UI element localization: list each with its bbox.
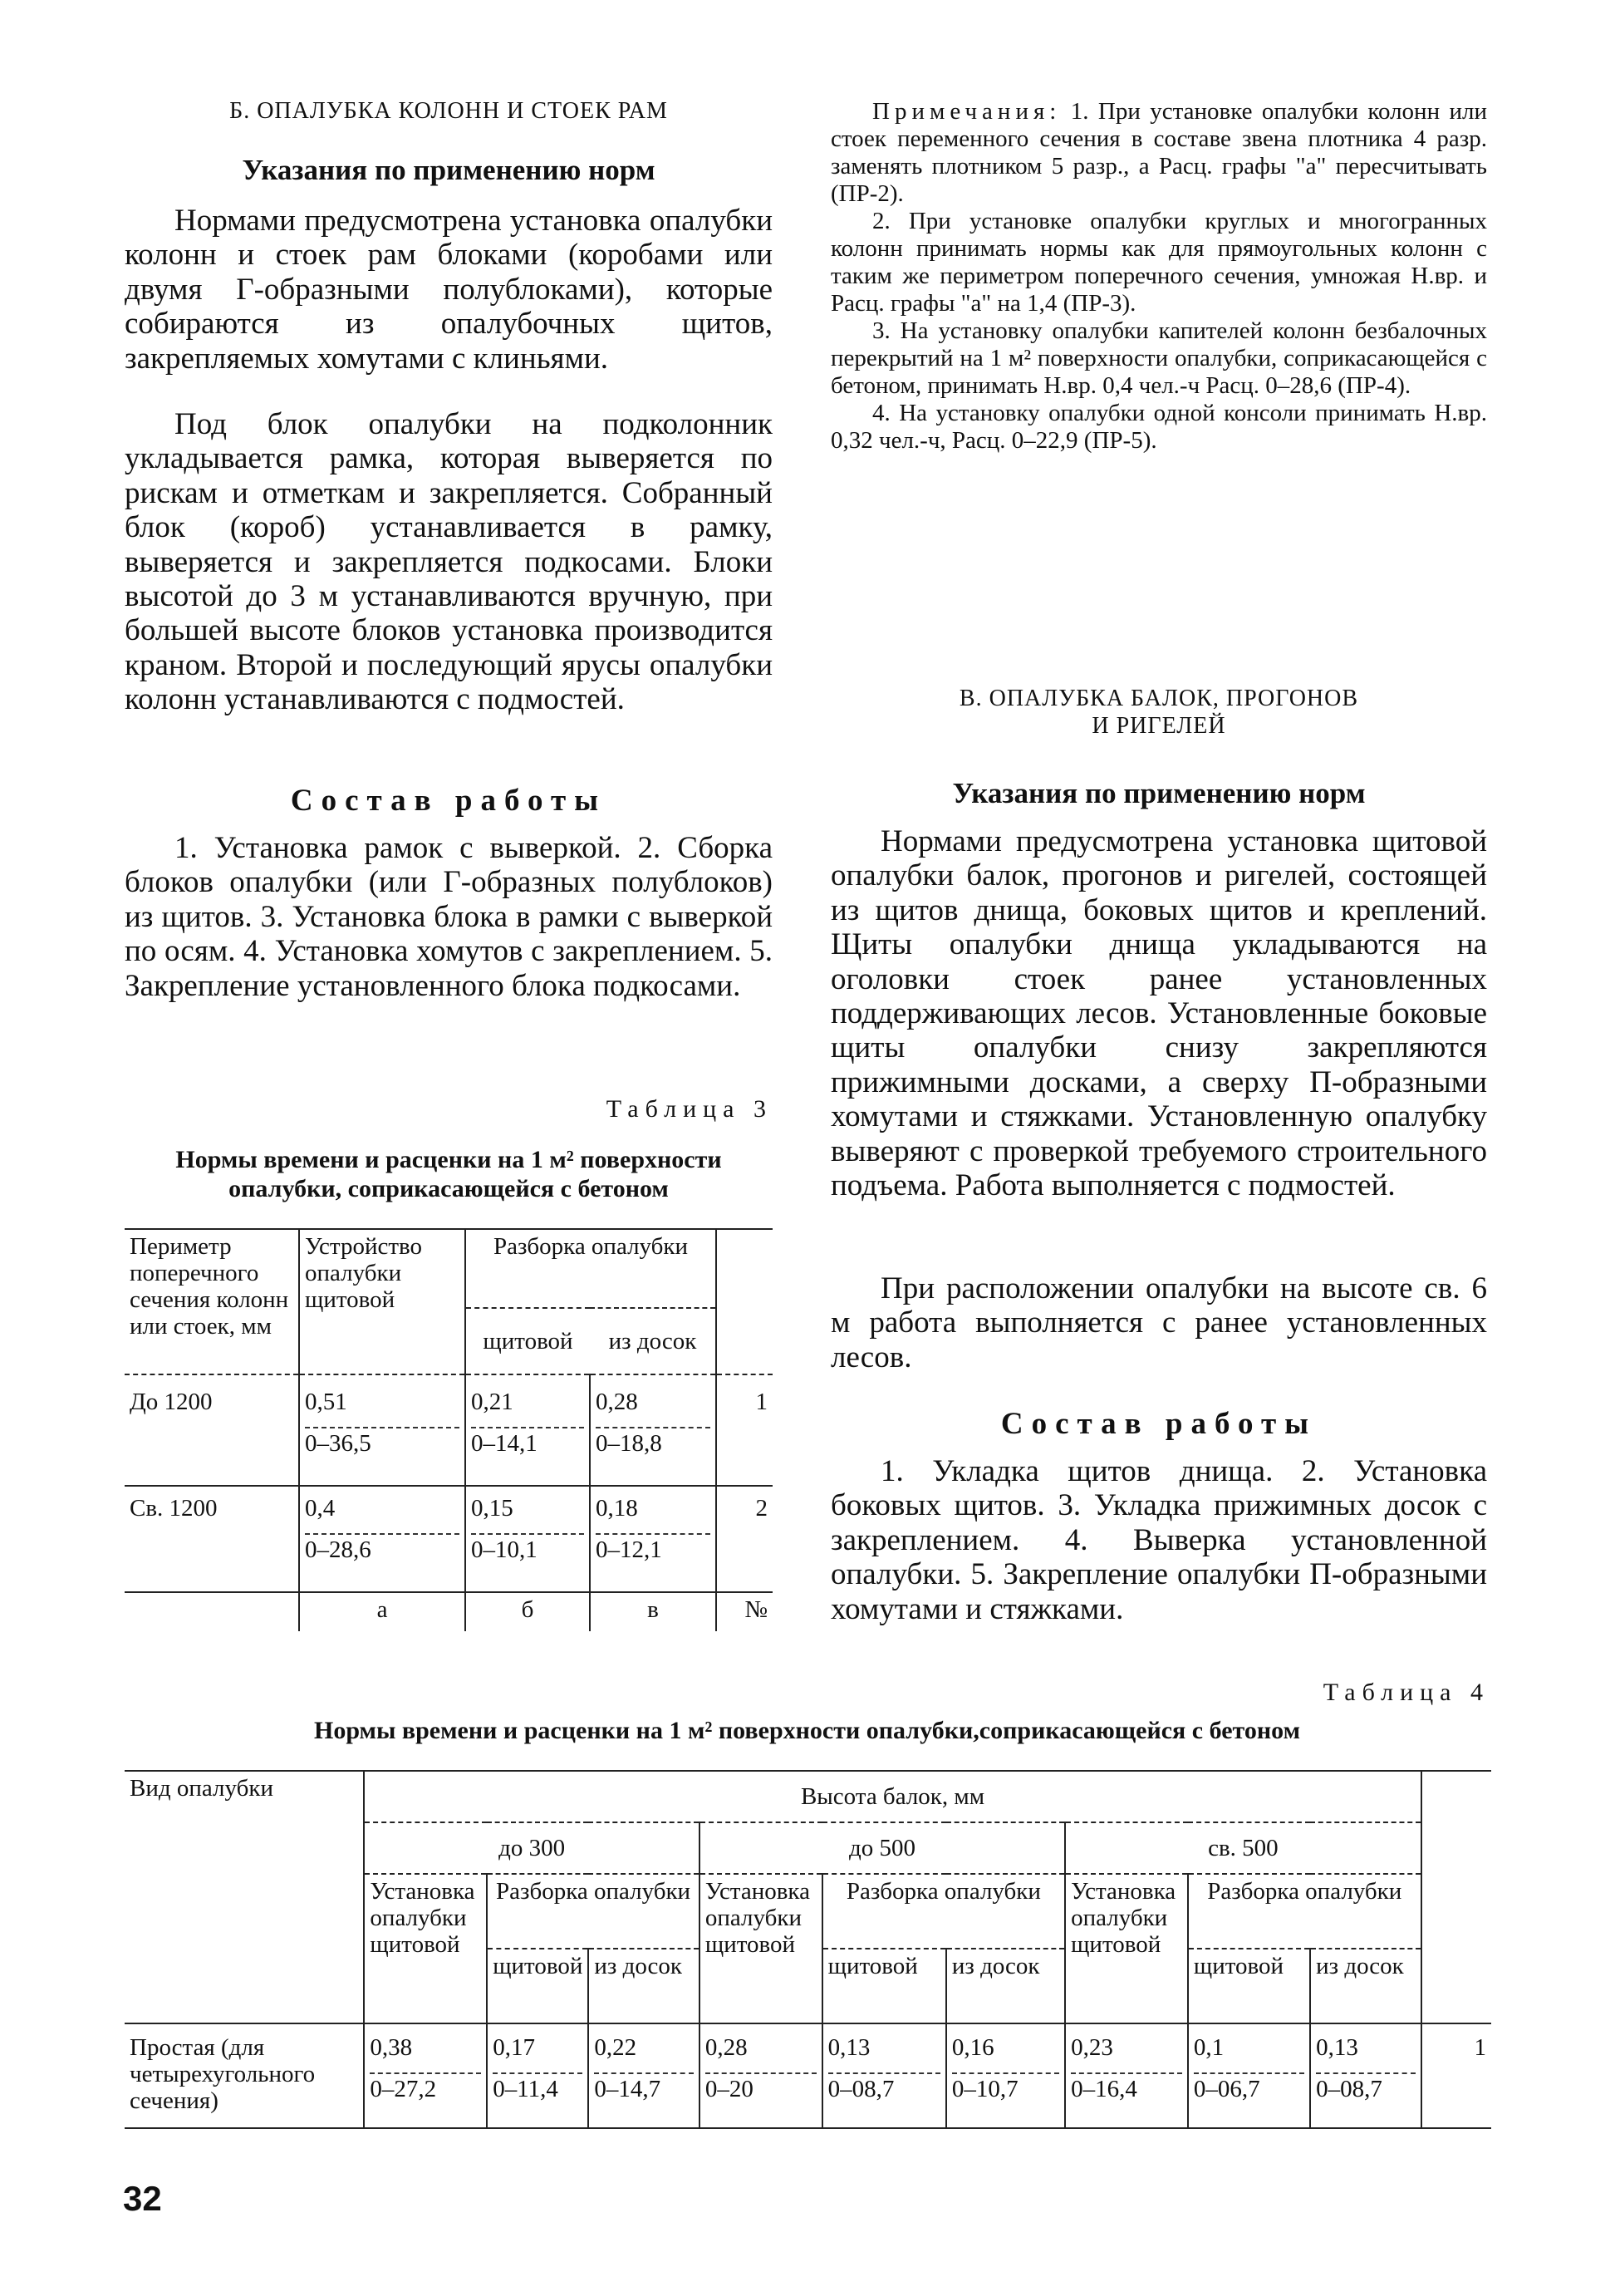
section-v-title-line1: В. ОПАЛУБКА БАЛОК, ПРОГОНОВ <box>959 686 1359 711</box>
work-composition-title-b: Состав работы <box>290 784 607 818</box>
table4-header-boards: из досок <box>946 1949 1065 2023</box>
paragraph-b1: Нормами предусмотрена установка опалубки колонн и стоек рам блоками (коробами или двумя Г-образными полублоками), которые собираются из опалубочных щитов, закрепляемых хомутами с клиньями. <box>125 204 773 376</box>
note-2: 2. При установке опалубки круглых и многогранных колонн принимать нормы как для прямоугольных колонн с таким же периметром поперечного сечения, умножая Н.вр. и Расц. графы "а" на 1,4 (ПР-3). <box>831 208 1487 317</box>
table4-header-height: Высота балок, мм <box>364 1771 1421 1822</box>
table4-header-type: Вид опалубки <box>125 1771 364 2023</box>
paragraph-b2: Под блок опалубки на подколонник укладывается рамка, которая выверяется по рискам и отметкам и закрепляется. Собранный блок (короб) устанавливается в рамку, выверяется и закрепляется подкосами. Блоки высотой до 3 м устанавливаются вручную, при большей высоте блоков установка производится краном. Второй и последующий ярусы опалубки колонн устанавливаются с подмостей. <box>125 407 773 717</box>
table3 <box>125 1228 773 1631</box>
section-v-title-line2: И РИГЕЛЕЙ <box>1092 713 1226 739</box>
work-composition-text-v: 1. Укладка щитов днища. 2. Установка боковых щитов. 3. Укладка прижимных досок с закреплением. 4. Выверка установленной опалубки. 5. Закрепление опалубки П-образными хомутами и стяжками. <box>831 1454 1487 1626</box>
table3-header-shield: щитовой <box>465 1308 590 1374</box>
table4-header-shield: щитовой <box>1188 1949 1310 2023</box>
note-1: 1. При установке опалубки колонн или стоек переменного сечения в составе звена плотника 4 разр. заменять плотником 5 разр., а Расц. графы "а" пересчитывать (ПР-2). <box>831 98 1487 207</box>
table4-header-shield: щитовой <box>822 1949 946 2023</box>
table4-header-dismantle: Разборка опалубки <box>487 1874 699 1949</box>
note-4: 4. На установку опалубки одной консоли принимать Н.вр. 0,32 чел.-ч, Расц. 0–22,9 (ПР-5). <box>831 400 1487 454</box>
section-b-title: Б. ОПАЛУБКА КОЛОНН И СТОЕК РАМ <box>229 98 668 124</box>
table4-header-dismantle: Разборка опалубки <box>1188 1874 1421 1949</box>
table3-footer: а б в № <box>125 1592 773 1631</box>
guidelines-title-v: Указания по применению норм <box>952 777 1366 809</box>
table4-header-500: до 500 <box>699 1822 1065 1874</box>
table4 <box>125 1770 1491 2129</box>
paragraph-v2: При расположении опалубки на высоте св. 6 м работа выполняется с ранее установленных лесов. <box>831 1271 1487 1374</box>
table3-header-dismantle: Разборка опалубки <box>465 1229 716 1308</box>
notes-heading: Примечания: <box>872 98 1062 125</box>
table4-label: Таблица 4 <box>1323 1679 1490 1706</box>
notes-block <box>831 98 1487 455</box>
table4-header-over500: св. 500 <box>1065 1822 1421 1874</box>
table4-header-install: Установка опалубки щитовой <box>1065 1874 1188 2023</box>
table3-label: Таблица 3 <box>606 1095 773 1123</box>
guidelines-title-b: Указания по применению норм <box>242 154 655 186</box>
table-row: До 1200 0,51 0–36,5 0,21 0–14,1 0,28 0–18,8 1 <box>125 1374 773 1486</box>
note-3: 3. На установку опалубки капителей колонн безбалочных перекрытий на 1 м² поверхности опалубки, соприкасающейся с бетоном, принимать Н.вр. 0,4 чел.-ч Расц. 0–28,6 (ПР-4). <box>831 317 1487 399</box>
table-row: Св. 1200 0,4 0–28,6 0,15 0–10,1 0,18 0–12,1 2 <box>125 1486 773 1592</box>
table4-header-install: Установка опалубки щитовой <box>699 1874 822 2023</box>
table4-header-300: до 300 <box>364 1822 699 1874</box>
table4-caption: Нормы времени и расценки на 1 м² поверхности опалубки,соприкасающейся с бетоном <box>313 1717 1301 1744</box>
paragraph-v1: Нормами предусмотрена установка щитовой опалубки балок, прогонов и ригелей, состоящей из щитов днища, боковых щитов и креплений. Щиты опалубки днища укладываются на оголовки стоек ранее установленных поддерживающих лесов. Установленные боковые щиты опалубки снизу закрепляются прижимными досками, а сверху П-образными хомутами и стяжками. Установленную опалубку выверяют с проверкой требуемого строительного подъема. Работа выполняется с подмостей. <box>831 824 1487 1203</box>
table3-header-install: Устройство опалубки щитовой <box>299 1229 465 1374</box>
table4-header-dismantle: Разборка опалубки <box>822 1874 1065 1949</box>
page-number: 32 <box>123 2179 162 2218</box>
table3-caption: Нормы времени и расценки на 1 м² поверхности опалубки, соприкасающейся с бетоном <box>175 1146 722 1202</box>
table4-header-boards: из досок <box>588 1949 699 2023</box>
table4-header-install: Установка опалубки щитовой <box>364 1874 487 2023</box>
work-composition-title-v: Состав работы <box>1000 1407 1318 1441</box>
table3-header-perimeter: Периметр поперечного сечения колонн или стоек, мм <box>125 1229 299 1374</box>
table3-header-boards: из досок <box>590 1308 716 1374</box>
table-row: Простая (для четырехугольного сечения) 0,38 0–27,2 0,17 0–11,4 0,22 0–14,7 0,28 0–20 0,13 0–08,7 0,16 0–10,7 0,23 0–16,4 0,1 0–06,7 0,13 0–08,7 1 <box>125 2023 1491 2128</box>
table4-header-boards: из досок <box>1310 1949 1421 2023</box>
work-composition-text-b: 1. Установка рамок с выверкой. 2. Сборка блоков опалубки (или Г-образных полублоков) из щитов. 3. Установка блока в рамки с выверкой по осям. 4. Установка хомутов с закреплением. 5. Закрепление установленного блока подкосами. <box>125 831 773 1003</box>
table4-header-shield: щитовой <box>487 1949 588 2023</box>
table4-row-label: Простая (для четырехугольного сечения) <box>125 2023 364 2128</box>
